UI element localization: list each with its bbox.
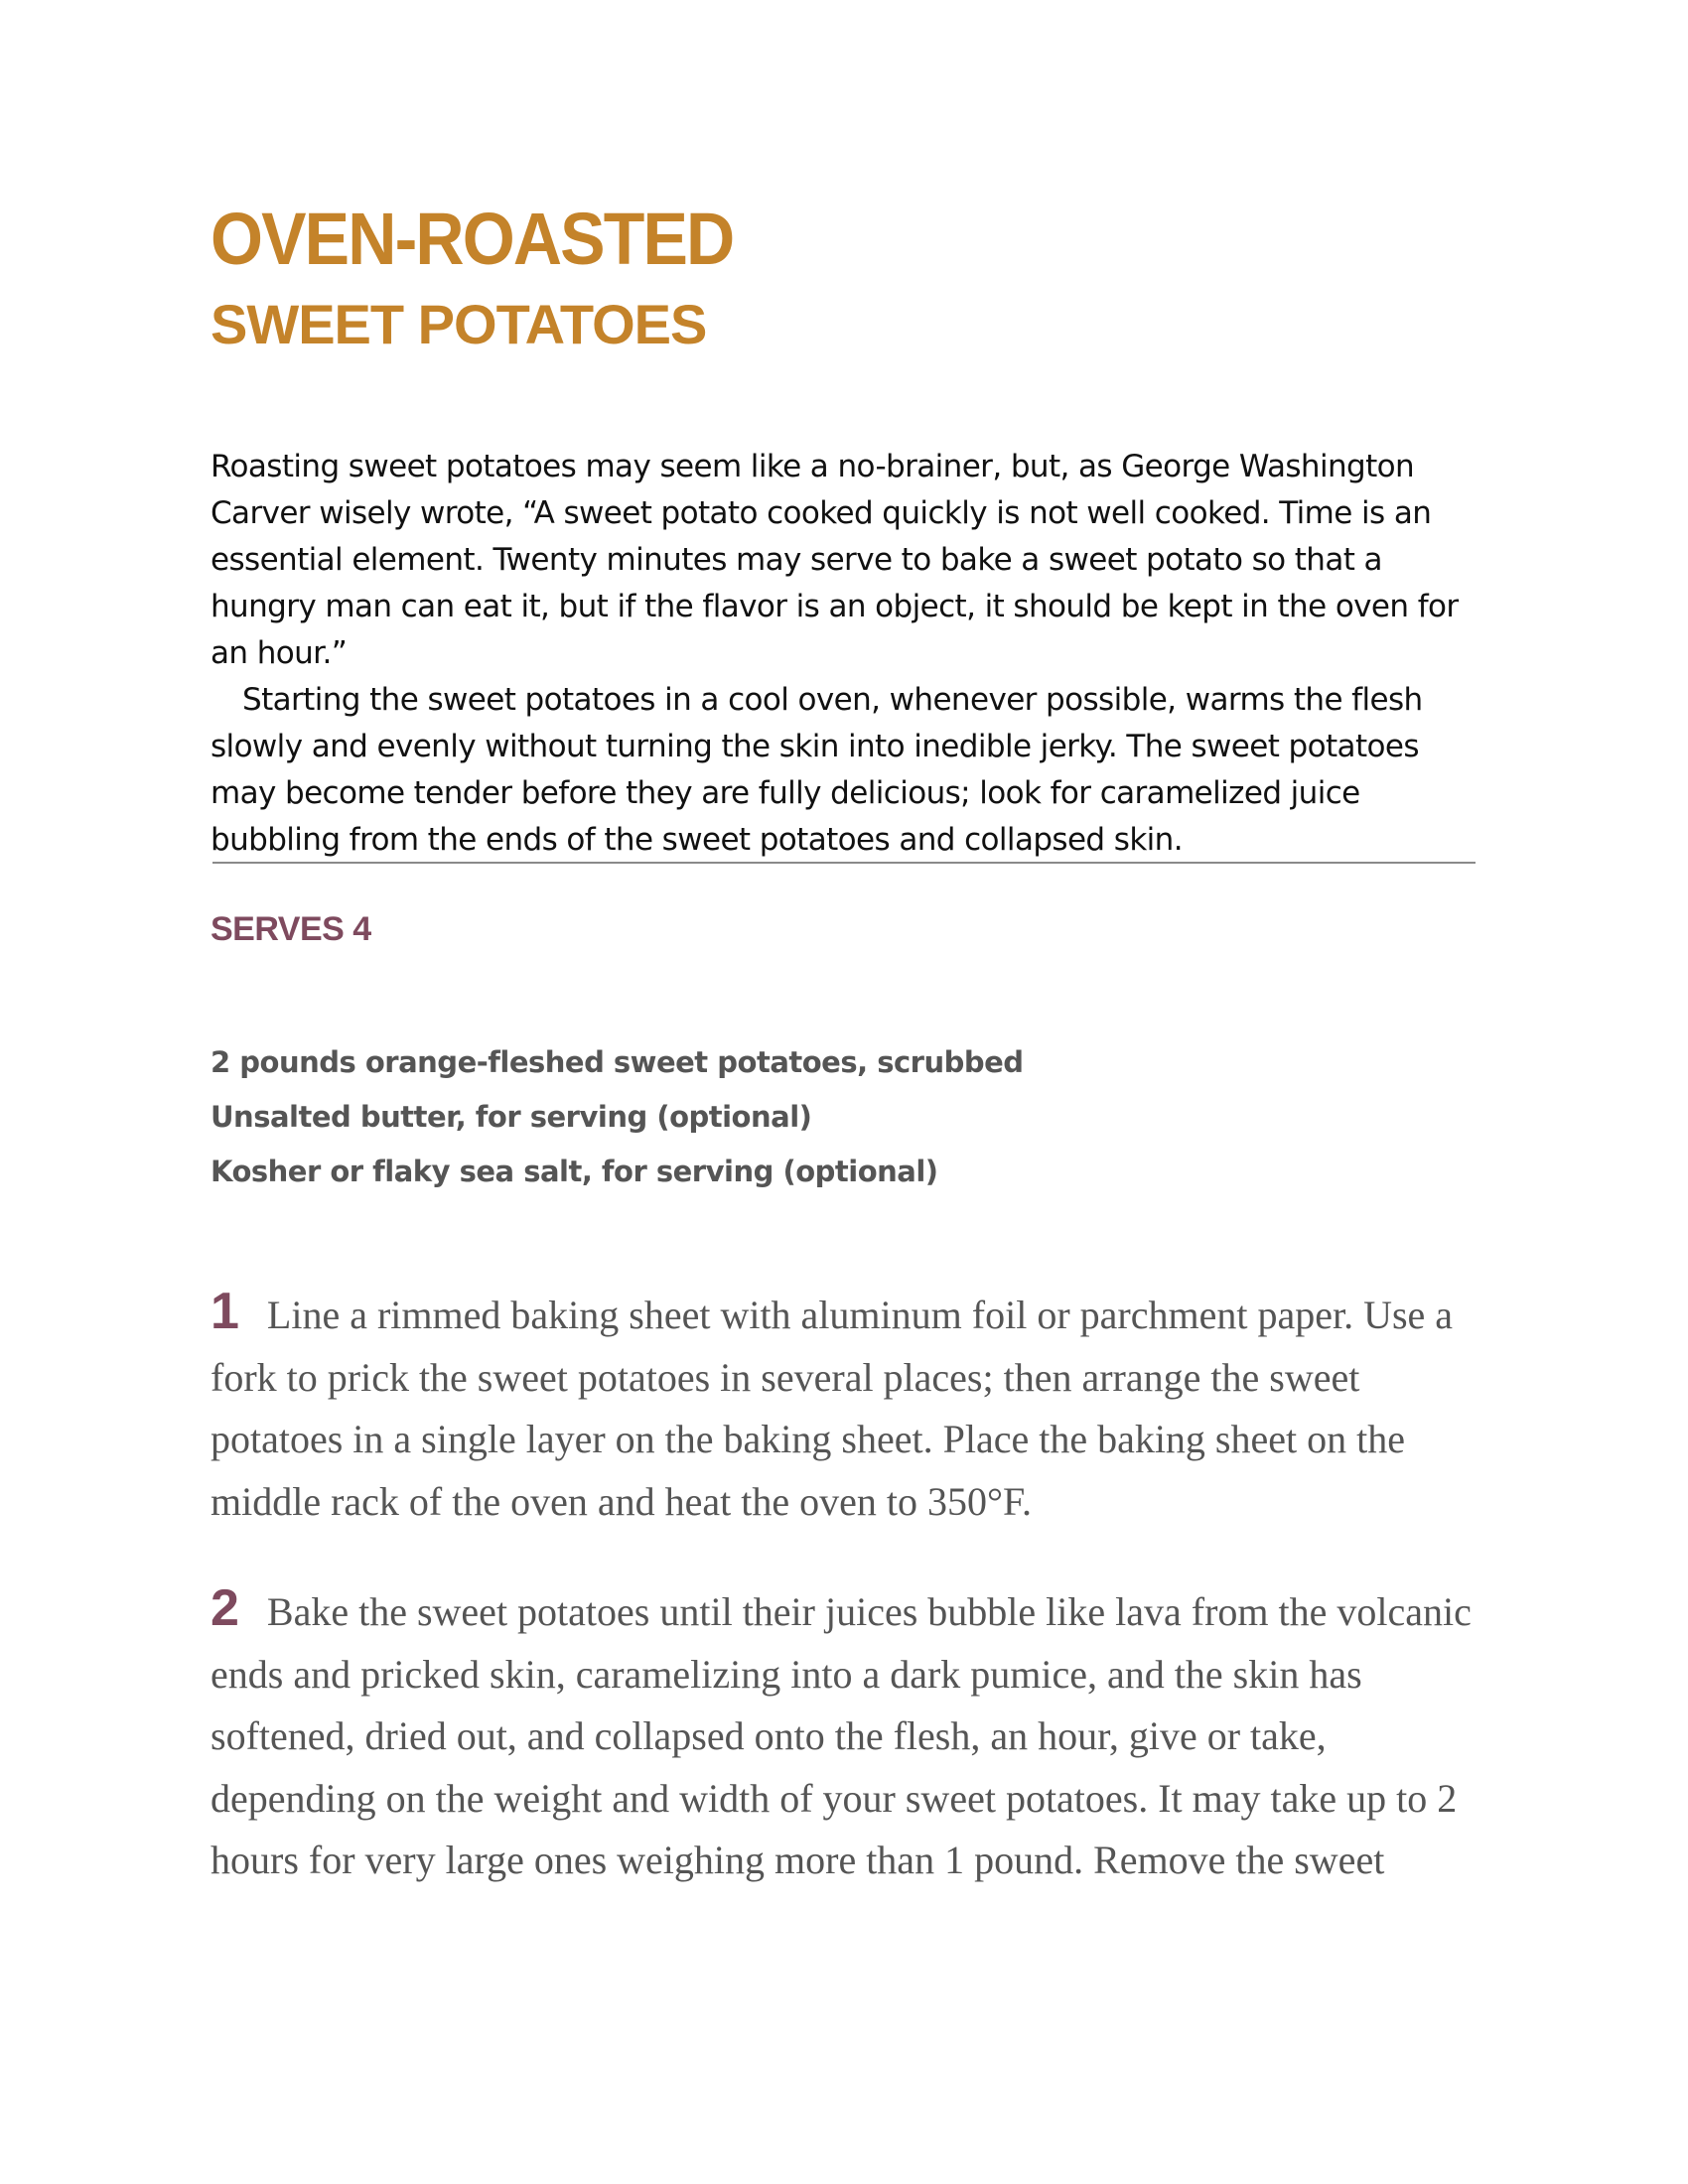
- ingredient-item: 2 pounds orange-fleshed sweet potatoes, scrubbed: [211, 1045, 1024, 1079]
- step-text: Line a rimmed baking sheet with aluminum foil or parchment paper. Use a fork to prick the sweet potatoes in several places; then arrange the sweet potatoes in a single layer on the baking sheet. Place the baking sheet on the middle rack of the oven and heat the oven to 350°F.: [211, 1293, 1454, 1524]
- step-number: 1: [211, 1283, 239, 1340]
- method-steps: [211, 1281, 1483, 1937]
- method-step: [211, 1577, 1483, 1892]
- section-divider: [212, 862, 1476, 864]
- intro-paragraph-2: Starting the sweet potatoes in a cool oven, whenever possible, warms the flesh slowly and evenly without turning the skin into inedible jerky. The sweet potatoes may become tender before they are fully delicious; look for caramelized juice bubbling from the ends of the sweet potatoes and collapsed skin.: [211, 682, 1423, 858]
- step-number: 2: [211, 1579, 239, 1637]
- recipe-title-line-1: OVEN-ROASTED: [211, 198, 734, 280]
- ingredient-list: [211, 1035, 1024, 1199]
- ingredient-item: Kosher or flaky sea salt, for serving (optional): [211, 1155, 938, 1188]
- recipe-intro: [211, 444, 1491, 864]
- method-step: [211, 1281, 1483, 1533]
- intro-paragraph-1: Roasting sweet potatoes may seem like a no-brainer, but, as George Washington Carver wisely wrote, “A sweet potato cooked quickly is not well cooked. Time is an essential element. Twenty minutes may serve to bake a sweet potato so that a hungry man can eat it, but if the flavor is an object, it should be kept in the oven for an hour.”: [211, 449, 1459, 671]
- step-text: Bake the sweet potatoes until their juices bubble like lava from the volcanic ends and pricked skin, caramelizing into a dark pumice, and the skin has softened, dried out, and collapsed onto the flesh, an hour, give or take, depending on the weight and width of your sweet potatoes. It may take up to 2 hours for very large ones weighing more than 1 pound. Remove the sweet: [211, 1589, 1472, 1882]
- serves-heading: SERVES 4: [211, 910, 371, 948]
- ingredient-item: Unsalted butter, for serving (optional): [211, 1100, 812, 1134]
- recipe-title-line-2: SWEET POTATOES: [211, 293, 707, 355]
